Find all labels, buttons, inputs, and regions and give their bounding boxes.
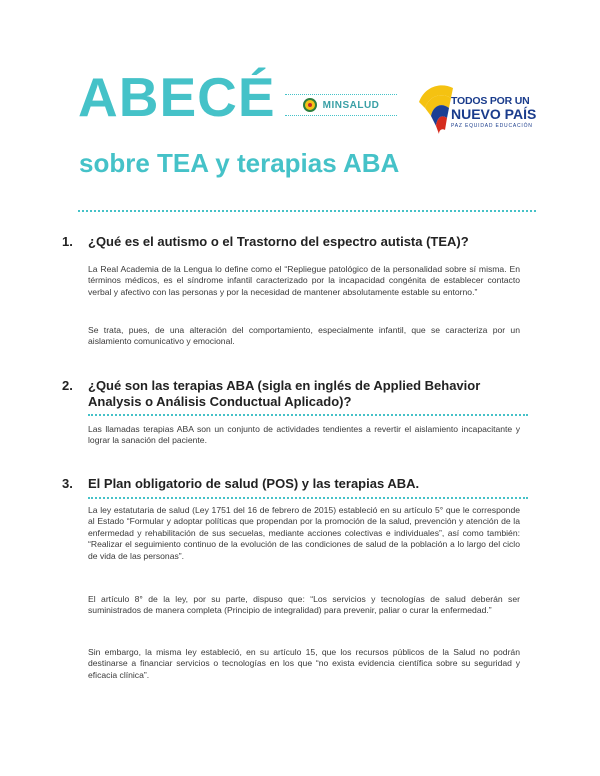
minsalud-label: MINSALUD <box>322 99 380 111</box>
gov-slogan-line3: PAZ EQUIDAD EDUCACIÓN <box>451 123 533 129</box>
section-2-divider <box>88 414 528 416</box>
section-3-paragraph-3: Sin embargo, la misma ley estableció, en su artículo 15, que los recursos públicos de la Salud no podrán destinarse a financiar servicios o tecnologías en los que “no exista evidencia científica sobre su seguridad y eficacia clínica”. <box>88 647 520 680</box>
gov-slogan-line2: NUEVO PAÍS <box>451 106 537 122</box>
section-3-title: El Plan obligatorio de salud (POS) y las terapias ABA. <box>88 476 420 491</box>
section-1-paragraph-1: La Real Academia de la Lengua lo define como el “Repliegue patológico de la personalidad sobre sí misma. En términos médicos, es el síndrome infantil caracterizado por la incapacidad congénita de establecer contacto verbal y afectivo con las personas y por la necesidad de mantener absolutamente estable su entorno.” <box>88 264 520 297</box>
page-title: ABECÉ <box>78 66 276 128</box>
section-3-number: 3. <box>62 476 73 491</box>
minsalud-logo <box>285 94 397 116</box>
government-logo <box>415 78 535 136</box>
section-2-number: 2. <box>62 378 73 393</box>
section-1-paragraph-2: Se trata, pues, de una alteración del comportamiento, especialmente infantil, que se caracteriza por un aislamiento comunicativo y emocional. <box>88 325 520 347</box>
header-divider <box>78 210 536 212</box>
colombia-flag-icon <box>415 80 455 136</box>
section-3-paragraph-2: El artículo 8° de la ley, por su parte, dispuso que: “Los servicios y tecnologías de salud deberán ser suministrados de manera completa (Principio de integralidad) para prevenir, paliar o curar la enfermedad.” <box>88 594 520 616</box>
coat-of-arms-icon <box>303 98 317 112</box>
gov-slogan-line1: TODOS POR UN <box>451 95 530 107</box>
section-1-number: 1. <box>62 234 73 249</box>
section-3-paragraph-1: La ley estatutaria de salud (Ley 1751 del 16 de febrero de 2015) estableció en su artículo 5° que le corresponde al Estado “Formular y adoptar políticas que propendan por la promoción de la salud, prevención y atención de la enfermedad y rehabilitación de sus secuelas, mediante acciones colectivas e individuales”, así como también: “Realizar el seguimiento continuo de la evolución de las condiciones de salud de la población a lo largo del ciclo de vida de las personas”. <box>88 505 520 561</box>
section-1-title: ¿Qué es el autismo o el Trastorno del espectro autista (TEA)? <box>88 234 469 249</box>
section-2-paragraph-1: Las llamadas terapias ABA son un conjunto de actividades tendientes a revertir el aislamiento incapacitante y lograr la sanación del paciente. <box>88 424 520 446</box>
page-subtitle: sobre TEA y terapias ABA <box>79 148 400 178</box>
section-2-title: ¿Qué son las terapias ABA (sigla en inglés de Applied Behavior Analysis o Análisis Conductual Aplicado)? <box>88 378 481 409</box>
section-3-divider <box>88 497 528 499</box>
